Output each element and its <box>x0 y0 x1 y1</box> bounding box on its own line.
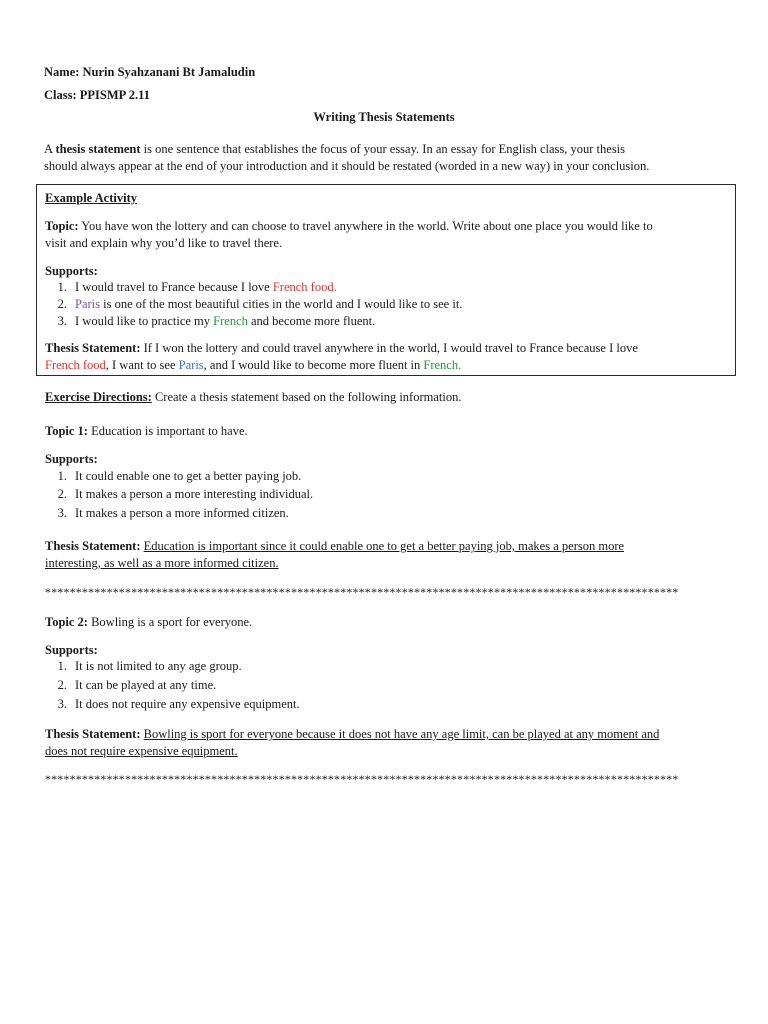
topic-1-supports-label: Supports: <box>45 452 98 466</box>
topic-2-support-2: 2. It can be played at any time. <box>57 678 217 692</box>
topic-2-support-3: 3. It does not require any expensive equipment. <box>57 697 300 711</box>
topic-2: Topic 2: Bowling is a sport for everyone. <box>45 615 253 629</box>
topic-1-support-3: 3. It makes a person a more informed citizen. <box>57 506 289 520</box>
page-title: Writing Thesis Statements <box>313 110 455 124</box>
topic-2-thesis-line-2: does not require expensive equipment. <box>45 744 238 758</box>
topic-1-thesis-line-2: interesting, as well as a more informed citizen. <box>45 556 279 570</box>
intro-line-2: should always appear at the end of your introduction and it should be restated (worded in a new way) in your conclusion. <box>44 159 650 173</box>
example-supports-label: Supports: <box>45 264 98 278</box>
intro-line-1: A thesis statement is one sentence that establishes the focus of your essay. In an essay for English class, your thesis <box>44 142 626 156</box>
example-thesis-line-2: French food, I want to see Paris, and I would like to become more fluent in French. <box>45 358 462 372</box>
topic-2-thesis-line-1: Thesis Statement: Bowling is sport for everyone because it does not have any age limit, can be played at any moment and <box>45 727 660 741</box>
exercise-directions: Exercise Directions: Create a thesis statement based on the following information. <box>45 390 462 404</box>
example-support-1: 1. I would travel to France because I love French food. <box>57 280 337 294</box>
student-class: Class: PPISMP 2.11 <box>44 88 150 102</box>
topic-2-supports-label: Supports: <box>45 643 98 657</box>
separator-1: ******************************************************************************************************* <box>45 585 679 599</box>
example-support-3: 3. I would like to practice my French and become more fluent. <box>57 314 376 328</box>
example-topic-line-2: visit and explain why you’d like to travel there. <box>45 236 283 250</box>
topic-1: Topic 1: Education is important to have. <box>45 424 248 438</box>
example-thesis-line-1: Thesis Statement: If I won the lottery and could travel anywhere in the world, I would travel to France because I love <box>45 341 638 355</box>
example-heading: Example Activity <box>45 191 138 205</box>
student-name: Name: Nurin Syahzanani Bt Jamaludin <box>44 65 256 79</box>
topic-1-thesis-line-1: Thesis Statement: Education is important since it could enable one to get a better paying job, makes a person more <box>45 539 625 553</box>
topic-1-support-1: 1. It could enable one to get a better paying job. <box>57 469 302 483</box>
separator-2: ******************************************************************************************************* <box>45 772 679 786</box>
example-topic-line-1: Topic: You have won the lottery and can choose to travel anywhere in the world. Write about one place you would like to <box>45 219 653 233</box>
topic-1-support-2: 2. It makes a person a more interesting individual. <box>57 487 314 501</box>
example-support-2: 2. Paris is one of the most beautiful cities in the world and I would like to see it. <box>57 297 463 311</box>
topic-2-support-1: 1. It is not limited to any age group. <box>57 659 242 673</box>
thesis-statement-term: thesis statement <box>55 142 141 156</box>
